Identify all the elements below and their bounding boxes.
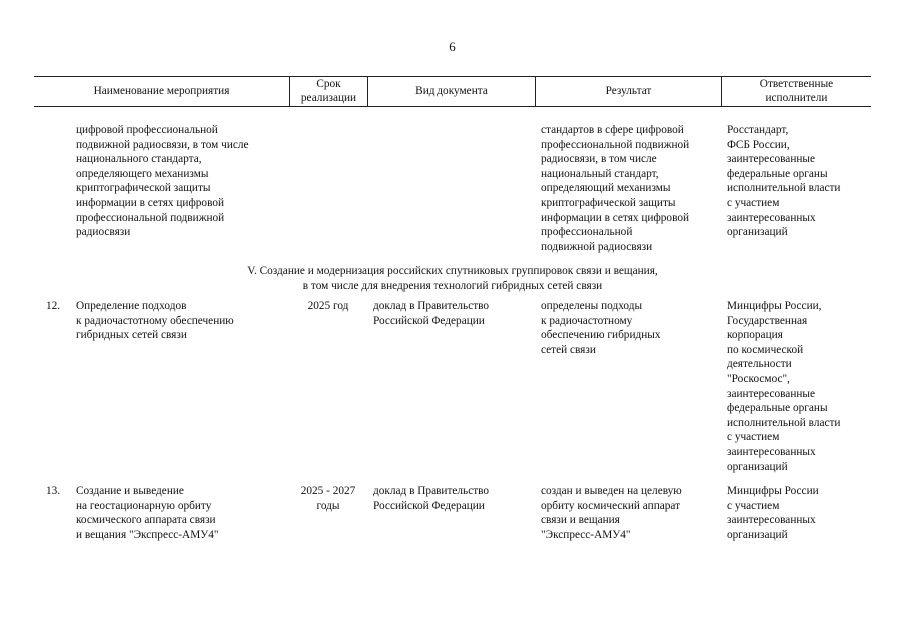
continuation-result: стандартов в сфере цифровой профессиональной подвижной радиосвязи, в том числе национальный стандарт, определяющий механизмы криптографической защиты информации в сетях цифровой профессиональной подвижной радиосвязи bbox=[541, 124, 690, 253]
column-header-result: Результат bbox=[605, 84, 652, 97]
row-number: 13. bbox=[46, 485, 61, 497]
row-result: определены подходы к радиочастотному обеспечению гибридных сетей связи bbox=[541, 300, 661, 356]
column-header-document: Вид документа bbox=[415, 84, 488, 97]
row-name: Определение подходов к радиочастотному обеспечению гибридных сетей связи bbox=[76, 300, 234, 342]
row-document: доклад в Правительство Российской Федерации bbox=[373, 300, 490, 327]
continuation-name: цифровой профессиональной подвижной радиосвязи, в том числе национального стандарта, определяющего механизмы криптографической защиты информации в сетях цифровой профессиональной подвижной радиосвязи bbox=[76, 124, 249, 239]
row-term: 2025 - 2027 годы bbox=[300, 485, 356, 512]
row-responsible: Минцифры России с участием заинтересованных организаций bbox=[727, 485, 819, 541]
header-bottom-rule bbox=[34, 106, 871, 107]
row-term: 2025 год bbox=[307, 300, 349, 312]
row-responsible: Минцифры России, Государственная корпорация по космической деятельности "Роскосмос", заинтересованные федеральные органы исполнительной власти с участием заинтересованных организаций bbox=[727, 300, 841, 473]
row-result: создан и выведен на целевую орбиту космический аппарат связи и вещания "Экспресс-АМУ4" bbox=[541, 485, 682, 541]
continuation-responsible: Росстандарт, ФСБ России, заинтересованные федеральные органы исполнительной власти с участием заинтересованных организаций bbox=[727, 124, 841, 239]
row-number: 12. bbox=[46, 300, 61, 312]
column-header-responsible: Ответственные исполнители bbox=[759, 78, 834, 104]
column-header-term: Срок реализации bbox=[300, 78, 357, 104]
column-header-name: Наименование мероприятия bbox=[93, 84, 230, 97]
page-number: 6 bbox=[449, 39, 456, 54]
row-document: доклад в Правительство Российской Федерации bbox=[373, 485, 490, 512]
row-name: Создание и выведение на геостационарную орбиту космического аппарата связи и вещания "Экспресс-АМУ4" bbox=[76, 485, 219, 541]
section-title: V. Создание и модернизация российских спутниковых группировок связи и вещания, в том числе для внедрения технологий гибридных сетей связи bbox=[247, 265, 658, 292]
